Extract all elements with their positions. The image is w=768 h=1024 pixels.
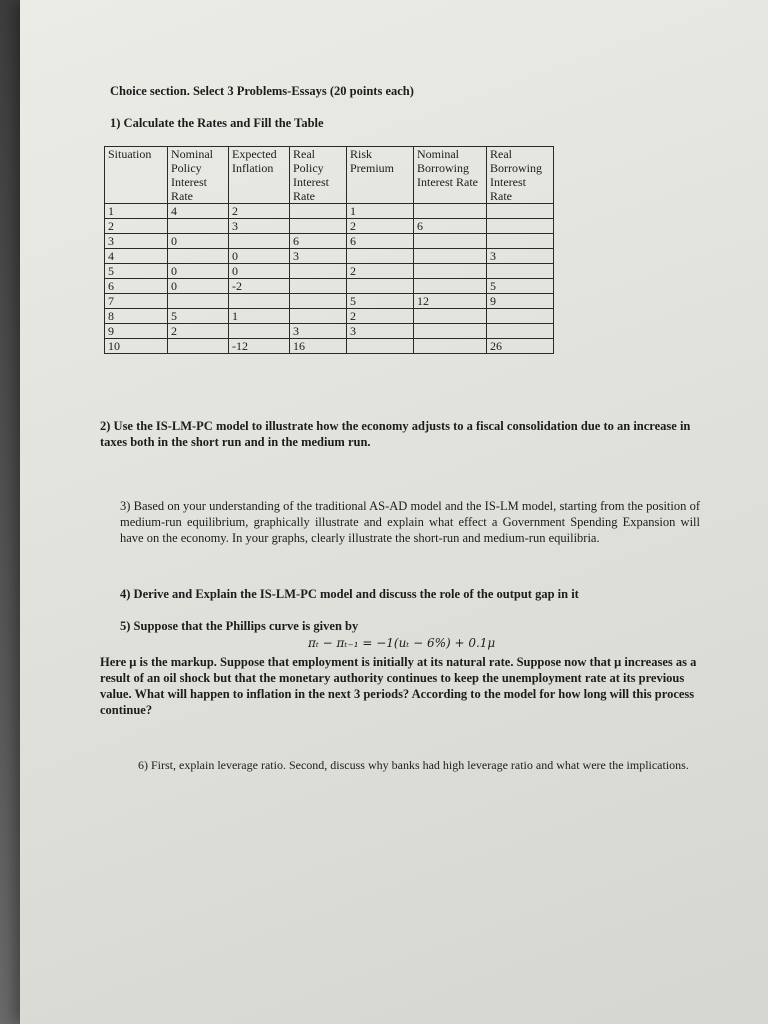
table-cell: -12	[229, 339, 290, 354]
question-2: 2) Use the IS-LM-PC model to illustrate how the economy adjusts to a fiscal consolidation due to an increase in taxes both in the short run and in the medium run.	[100, 419, 691, 449]
header-nominal-borrowing-rate: Nominal Borrowing Interest Rate	[414, 147, 487, 204]
header-real-policy-rate: Real Policy Interest Rate	[290, 147, 347, 204]
table-cell: 5	[347, 294, 414, 309]
header-nominal-policy-rate: Nominal Policy Interest Rate	[168, 147, 229, 204]
table-cell	[414, 279, 487, 294]
rates-table	[104, 146, 554, 354]
table-row	[105, 339, 554, 354]
table-body	[105, 204, 554, 354]
table-cell	[414, 324, 487, 339]
table-row	[105, 279, 554, 294]
exam-page	[20, 0, 768, 1024]
table-cell	[347, 339, 414, 354]
table-cell	[347, 279, 414, 294]
table-cell: 3	[290, 249, 347, 264]
table-cell	[414, 264, 487, 279]
table-cell: 6	[347, 234, 414, 249]
table-cell: 3	[487, 249, 554, 264]
table-cell: 6	[414, 219, 487, 234]
table-cell	[347, 249, 414, 264]
table-cell: 2	[347, 219, 414, 234]
table-cell: 7	[105, 294, 168, 309]
table-cell: 0	[168, 279, 229, 294]
table-cell: 3	[229, 219, 290, 234]
table-cell: 1	[229, 309, 290, 324]
table-cell: 0	[229, 264, 290, 279]
question-6: 6) First, explain leverage ratio. Second, discuss why banks had high leverage ratio and what were the implications.	[138, 758, 689, 772]
table-cell: 3	[290, 324, 347, 339]
table-cell: 10	[105, 339, 168, 354]
table-cell: 5	[168, 309, 229, 324]
table-cell	[414, 249, 487, 264]
table-cell	[229, 324, 290, 339]
table-cell: 9	[487, 294, 554, 309]
table-cell	[229, 234, 290, 249]
question-5-body: Here μ is the markup. Suppose that employment is initially at its natural rate. Suppose now that μ increases as a result of an oil shock but that the monetary authority continues to keep the unemployment rate at its previous value. What will happen to inflation in the next 3 periods? According to the model for how long will this process continue?	[100, 655, 697, 717]
table-cell: 4	[105, 249, 168, 264]
table-cell: 3	[347, 324, 414, 339]
table-cell	[290, 264, 347, 279]
table-cell	[168, 219, 229, 234]
table-row	[105, 204, 554, 219]
section-header: Choice section. Select 3 Problems-Essays (20 points each)	[110, 84, 414, 98]
table-row	[105, 324, 554, 339]
table-cell: 0	[168, 234, 229, 249]
table-cell	[487, 219, 554, 234]
table-cell: 9	[105, 324, 168, 339]
table-cell: 2	[347, 309, 414, 324]
table-row	[105, 294, 554, 309]
table-cell: 5	[105, 264, 168, 279]
table-cell	[290, 204, 347, 219]
table-cell: -2	[229, 279, 290, 294]
table-cell	[168, 339, 229, 354]
table-cell	[414, 234, 487, 249]
table-cell: 12	[414, 294, 487, 309]
table-cell	[487, 234, 554, 249]
table-cell: 2	[105, 219, 168, 234]
table-cell	[487, 264, 554, 279]
header-real-borrowing-rate: Real Borrowing Interest Rate	[487, 147, 554, 204]
table-cell	[414, 339, 487, 354]
table-cell	[290, 279, 347, 294]
table-cell: 5	[487, 279, 554, 294]
table-cell	[290, 309, 347, 324]
table-cell: 1	[105, 204, 168, 219]
table-row	[105, 249, 554, 264]
table-cell	[487, 309, 554, 324]
question-4: 4) Derive and Explain the IS-LM-PC model and discuss the role of the output gap in it	[120, 587, 579, 601]
table-cell	[290, 294, 347, 309]
table-row	[105, 264, 554, 279]
table-cell: 0	[229, 249, 290, 264]
table-cell	[414, 309, 487, 324]
table-cell: 8	[105, 309, 168, 324]
table-row	[105, 309, 554, 324]
table-row	[105, 234, 554, 249]
table-cell: 26	[487, 339, 554, 354]
table-cell	[290, 219, 347, 234]
table-cell: 2	[168, 324, 229, 339]
table-cell: 3	[105, 234, 168, 249]
table-cell: 6	[290, 234, 347, 249]
header-expected-inflation: Expected Inflation	[229, 147, 290, 204]
question-5-title: 5) Suppose that the Phillips curve is given by	[120, 619, 359, 633]
table-cell	[168, 249, 229, 264]
header-risk-premium: Risk Premium	[347, 147, 414, 204]
table-cell: 1	[347, 204, 414, 219]
table-cell	[229, 294, 290, 309]
table-cell: 6	[105, 279, 168, 294]
table-cell	[487, 324, 554, 339]
table-cell	[487, 204, 554, 219]
table-cell: 0	[168, 264, 229, 279]
table-cell: 2	[347, 264, 414, 279]
header-situation: Situation	[105, 147, 168, 204]
table-cell: 4	[168, 204, 229, 219]
phillips-curve-equation: πₜ − πₜ₋₁ = −1(uₜ − 6%) + 0.1μ	[308, 636, 496, 650]
table-row	[105, 219, 554, 234]
table-header-row	[105, 147, 554, 204]
question-3: 3) Based on your understanding of the traditional AS-AD model and the IS-LM model, starting from the position of medium-run equilibrium, graphically illustrate and explain what effect a Government Spending Expansion will have on the economy. In your graphs, clearly illustrate the short-run and medium-run equilibria.	[120, 499, 700, 545]
table-cell	[414, 204, 487, 219]
table-cell: 16	[290, 339, 347, 354]
question-1-title: 1) Calculate the Rates and Fill the Table	[110, 116, 324, 130]
table-cell: 2	[229, 204, 290, 219]
table-cell	[168, 294, 229, 309]
